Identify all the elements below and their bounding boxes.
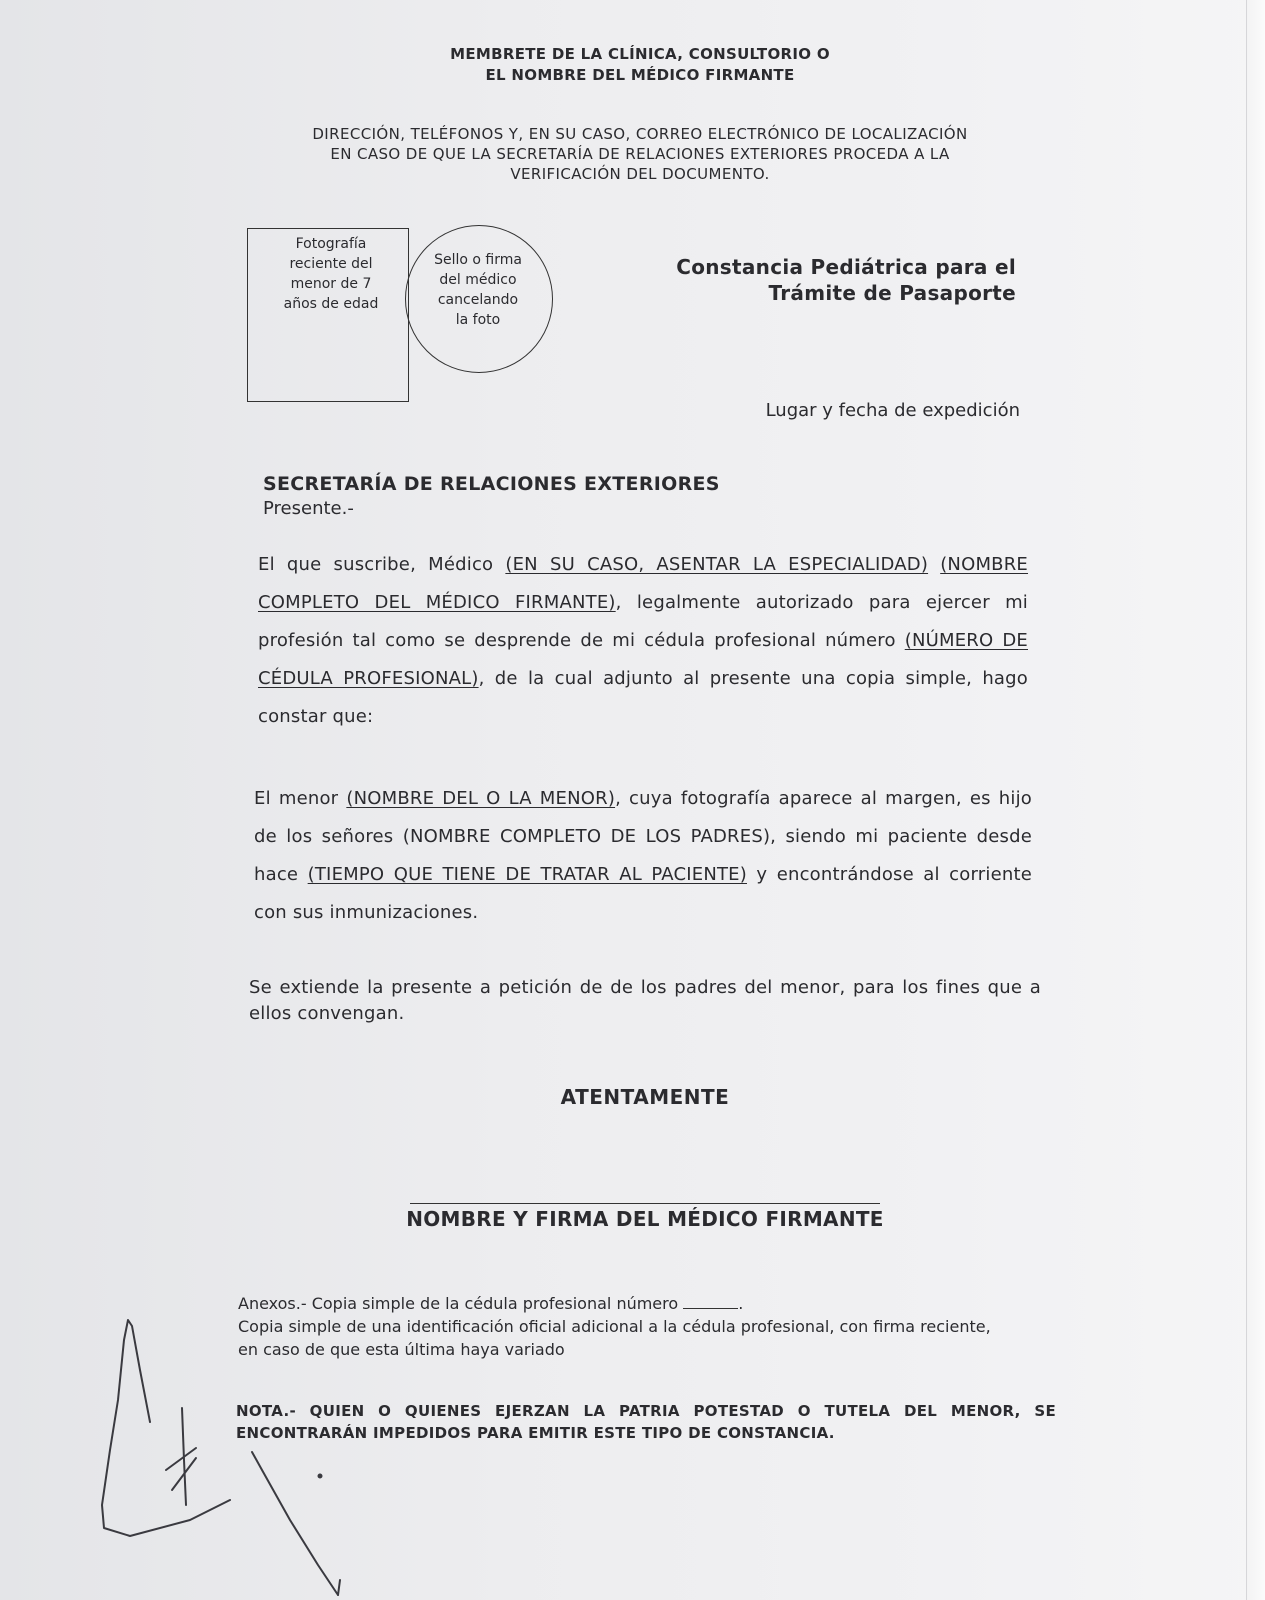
- license-number-placeholder: (NÚMERO DE CÉDULA PROFESIONAL): [258, 630, 1028, 689]
- note: NOTA.- QUIEN O QUIENES EJERZAN LA PATRIA POTESTAD O TUTELA DEL MENOR, SE ENCONTRARÁN IMPEDIDOS PARA EMITIR ESTE TIPO DE CONSTANCIA.: [236, 1402, 1056, 1442]
- annex-line-1: [238, 1292, 1028, 1315]
- annexes: [238, 1292, 1028, 1361]
- paragraph-3: Se extiende la presente a petición de de los padres del menor, para los fines que a ellos convengan.: [249, 977, 1041, 1024]
- annex-line-1-end: .: [738, 1294, 744, 1313]
- treatment-time-placeholder: (TIEMPO QUE TIENE DE TRATAR AL PACIENTE): [307, 864, 747, 885]
- paper-edge: [1246, 0, 1265, 1600]
- letterhead-line-2: EL NOMBRE DEL MÉDICO FIRMANTE: [485, 66, 795, 84]
- seal-label-line-3: cancelando: [437, 292, 519, 308]
- minor-name-placeholder: (NOMBRE DEL O LA MENOR): [346, 788, 616, 809]
- closing: ATENTAMENTE: [560, 1085, 730, 1109]
- paragraph-2-text-a: El menor: [254, 788, 347, 809]
- contact-note-line-1: DIRECCIÓN, TELÉFONOS Y, EN SU CASO, CORREO ELECTRÓNICO DE LOCALIZACIÓN: [312, 125, 968, 143]
- annex-line-2: Copia simple de una identificación oficial adicional a la cédula profesional, con firma reciente,: [238, 1317, 991, 1336]
- greeting: Presente.-: [263, 498, 354, 519]
- seal-placeholder-label: [418, 250, 538, 330]
- annex-line-3: en caso de que esta última haya variado: [238, 1340, 565, 1359]
- contact-note-line-3: VERIFICACIÓN DEL DOCUMENTO.: [510, 165, 770, 183]
- photo-label-line-2: reciente del: [289, 256, 373, 272]
- paragraph-1: [258, 546, 1028, 736]
- seal-label-line-1: Sello o firma: [434, 252, 522, 268]
- photo-label-line-4: años de edad: [283, 296, 379, 312]
- document-title: [650, 254, 1016, 306]
- seal-label-line-4: la foto: [455, 312, 501, 328]
- signature-line: [410, 1203, 880, 1204]
- document-title-line-2: Trámite de Pasaporte: [768, 281, 1016, 305]
- annex-line-1-text: Anexos.- Copia simple de la cédula profesional número: [238, 1294, 679, 1313]
- recipient: SECRETARÍA DE RELACIONES EXTERIORES: [263, 473, 720, 495]
- paragraph-2: [254, 780, 1032, 932]
- paragraph-1-text-b: , legalmente autorizado para ejercer mi profesión tal como se desprende de mi cédula profesional número: [258, 592, 1028, 651]
- contact-note-line-2: EN CASO DE QUE LA SECRETARÍA DE RELACIONES EXTERIORES PROCEDA A LA: [330, 145, 950, 163]
- photo-placeholder-label: [266, 234, 396, 314]
- signature-label: NOMBRE Y FIRMA DEL MÉDICO FIRMANTE: [406, 1207, 884, 1231]
- license-number-blank: [683, 1308, 738, 1309]
- specialty-placeholder: (EN SU CASO, ASENTAR LA ESPECIALIDAD): [505, 554, 929, 575]
- contact-note: [270, 124, 1010, 184]
- place-and-date: Lugar y fecha de expedición: [765, 400, 1020, 421]
- letterhead-line-1: MEMBRETE DE LA CLÍNICA, CONSULTORIO O: [450, 45, 830, 63]
- paragraph-1-text-c: , de la cual adjunto al presente una copia simple, hago constar que:: [258, 668, 1028, 727]
- paragraph-1-text-a: El que suscribe, Médico: [258, 554, 506, 575]
- photo-label-line-3: menor de 7: [290, 276, 372, 292]
- letterhead: [300, 44, 980, 86]
- paragraph-2-text-b: , cuya fotografía aparece al margen, es hijo de los señores (NOMBRE COMPLETO DE LOS PADRES), siendo mi paciente desde hace: [254, 788, 1032, 885]
- document-title-line-1: Constancia Pediátrica para el: [676, 255, 1016, 279]
- seal-label-line-2: del médico: [439, 272, 517, 288]
- paragraph-2-text-c: y encontrándose al corriente con sus inmunizaciones.: [254, 864, 1032, 923]
- photo-label-line-1: Fotografía: [295, 236, 367, 252]
- doctor-name-placeholder: (NOMBRE COMPLETO DEL MÉDICO FIRMANTE): [258, 554, 1029, 613]
